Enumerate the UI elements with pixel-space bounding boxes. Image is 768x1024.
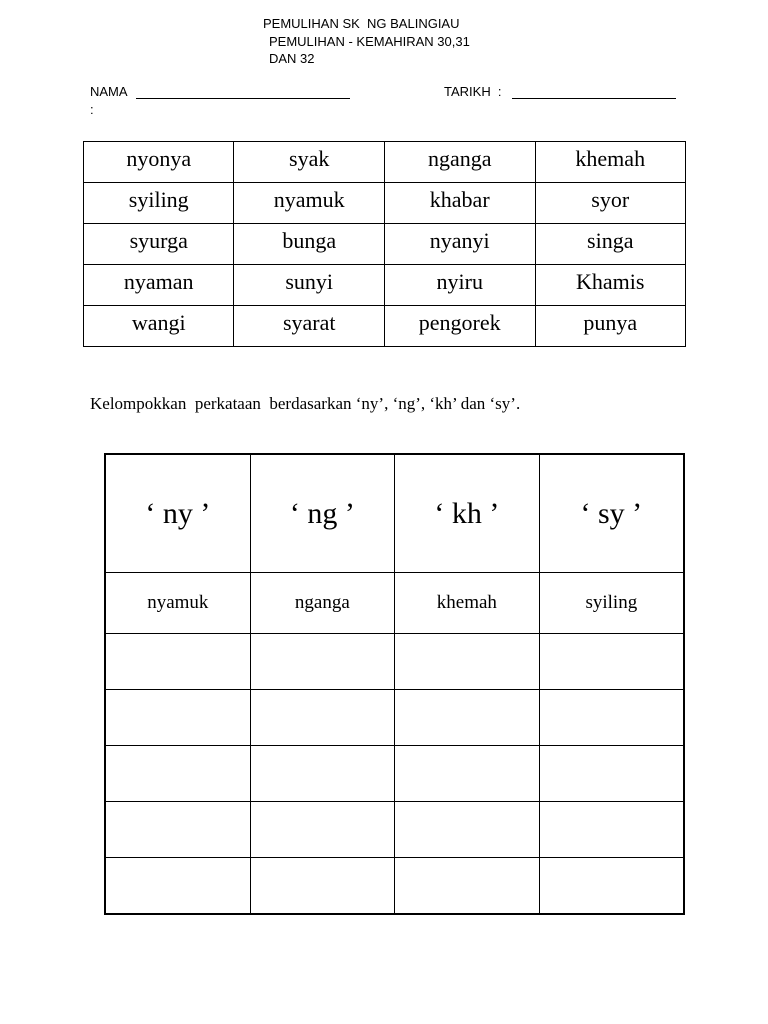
answer-row bbox=[105, 858, 684, 915]
answer-cell[interactable] bbox=[539, 858, 684, 915]
answer-row bbox=[105, 634, 684, 690]
word-cell: khemah bbox=[535, 142, 686, 183]
word-row bbox=[84, 183, 686, 224]
word-cell: nganga bbox=[384, 142, 535, 183]
answer-row bbox=[105, 690, 684, 746]
word-cell: syarat bbox=[234, 306, 384, 347]
answer-cell[interactable] bbox=[395, 690, 540, 746]
answer-cell[interactable] bbox=[539, 802, 684, 858]
word-cell: syak bbox=[234, 142, 384, 183]
word-row bbox=[84, 224, 686, 265]
word-row bbox=[84, 265, 686, 306]
word-cell: punya bbox=[535, 306, 686, 347]
example-cell: syiling bbox=[539, 573, 684, 634]
nama-colon: : bbox=[90, 102, 94, 117]
word-table bbox=[83, 141, 686, 347]
word-cell: nyonya bbox=[84, 142, 234, 183]
answer-cell[interactable] bbox=[250, 746, 394, 802]
answer-cell[interactable] bbox=[250, 858, 394, 915]
grouping-table bbox=[104, 453, 685, 915]
column-header-sy: ‘ sy ’ bbox=[539, 454, 684, 573]
instruction-text: Kelompokkan perkataan berdasarkan ‘ny’, ‘ng’, ‘kh’ dan ‘sy’. bbox=[90, 394, 521, 413]
answer-cell[interactable] bbox=[539, 690, 684, 746]
word-cell: wangi bbox=[84, 306, 234, 347]
word-cell: bunga bbox=[234, 224, 384, 265]
answer-cell[interactable] bbox=[395, 802, 540, 858]
header-line-2: PEMULIHAN - KEMAHIRAN 30,31 bbox=[269, 34, 470, 49]
column-header-ny: ‘ ny ’ bbox=[105, 454, 250, 573]
word-cell: syor bbox=[535, 183, 686, 224]
header-line-3: DAN 32 bbox=[269, 51, 315, 66]
example-cell: khemah bbox=[395, 573, 540, 634]
header-row bbox=[105, 454, 684, 573]
column-header-ng: ‘ ng ’ bbox=[250, 454, 394, 573]
word-cell: nyanyi bbox=[384, 224, 535, 265]
word-row bbox=[84, 142, 686, 183]
answer-cell[interactable] bbox=[105, 858, 250, 915]
word-cell: syiling bbox=[84, 183, 234, 224]
example-row bbox=[105, 573, 684, 634]
answer-row bbox=[105, 746, 684, 802]
answer-cell[interactable] bbox=[395, 634, 540, 690]
example-cell: nyamuk bbox=[105, 573, 250, 634]
example-cell: nganga bbox=[250, 573, 394, 634]
word-cell: syurga bbox=[84, 224, 234, 265]
word-cell: nyiru bbox=[384, 265, 535, 306]
word-cell: singa bbox=[535, 224, 686, 265]
word-cell: khabar bbox=[384, 183, 535, 224]
answer-cell[interactable] bbox=[105, 802, 250, 858]
word-cell: nyaman bbox=[84, 265, 234, 306]
answer-cell[interactable] bbox=[539, 746, 684, 802]
nama-label: NAMA bbox=[90, 84, 128, 99]
answer-cell[interactable] bbox=[250, 634, 394, 690]
nama-blank-line[interactable] bbox=[136, 98, 350, 99]
word-cell: nyamuk bbox=[234, 183, 384, 224]
word-cell: pengorek bbox=[384, 306, 535, 347]
tarikh-label: TARIKH : bbox=[444, 84, 502, 99]
answer-cell[interactable] bbox=[539, 634, 684, 690]
answer-row bbox=[105, 802, 684, 858]
tarikh-blank-line[interactable] bbox=[512, 98, 676, 99]
answer-cell[interactable] bbox=[105, 634, 250, 690]
word-cell: Khamis bbox=[535, 265, 686, 306]
answer-cell[interactable] bbox=[395, 746, 540, 802]
answer-cell[interactable] bbox=[250, 690, 394, 746]
header-line-1: PEMULIHAN SK NG BALINGIAU bbox=[263, 16, 460, 31]
word-row bbox=[84, 306, 686, 347]
answer-cell[interactable] bbox=[105, 746, 250, 802]
answer-cell[interactable] bbox=[395, 858, 540, 915]
column-header-kh: ‘ kh ’ bbox=[395, 454, 540, 573]
word-cell: sunyi bbox=[234, 265, 384, 306]
answer-cell[interactable] bbox=[105, 690, 250, 746]
answer-cell[interactable] bbox=[250, 802, 394, 858]
